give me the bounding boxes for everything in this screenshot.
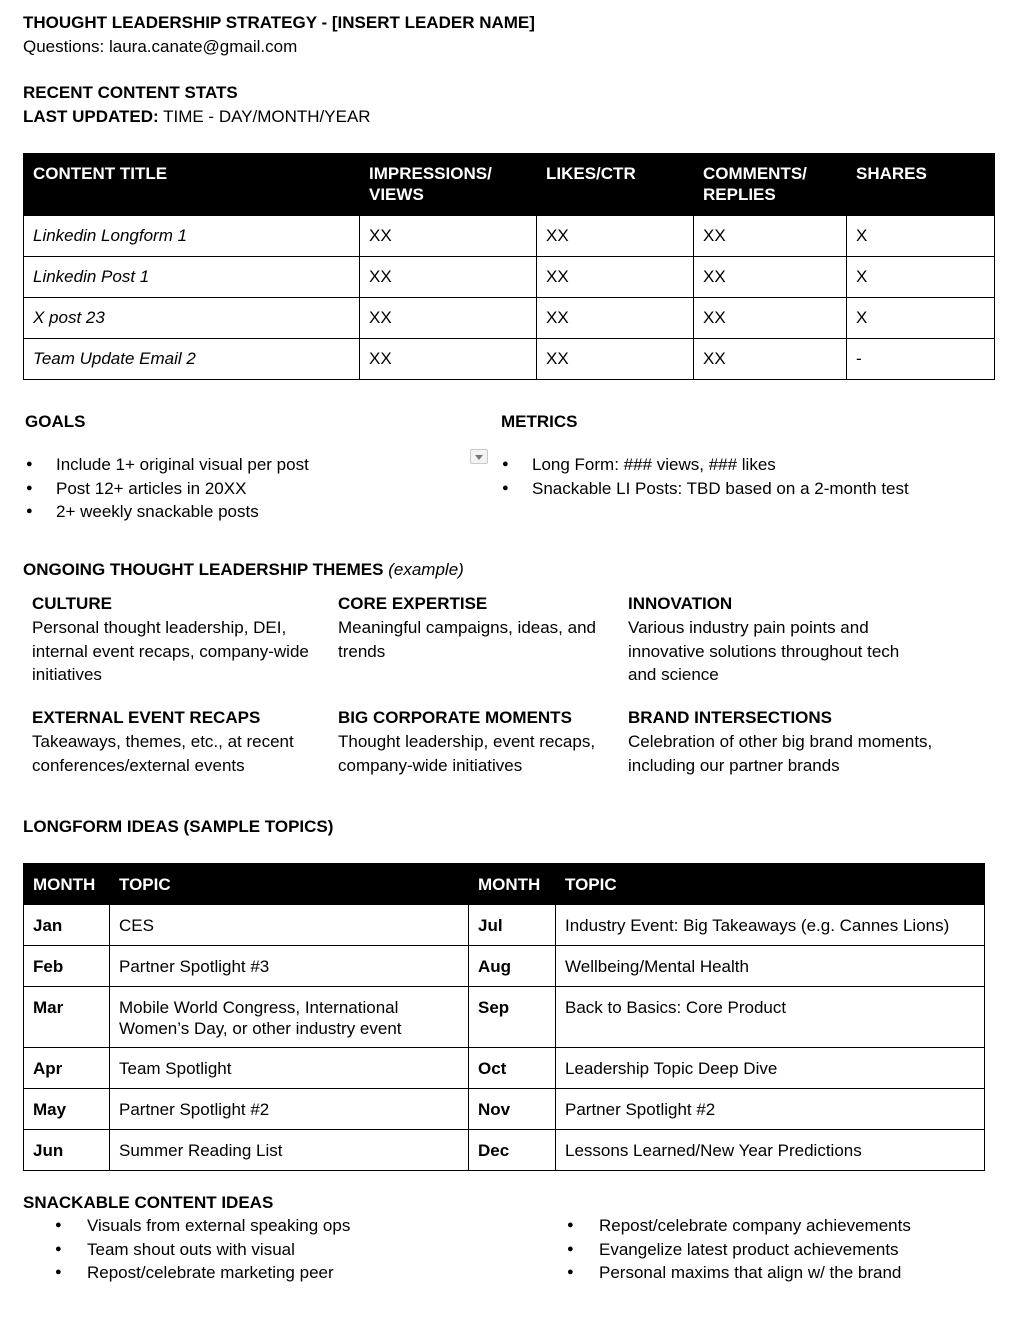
cell-shares: X: [847, 298, 995, 339]
cell-topic: Leadership Topic Deep Dive: [556, 1048, 985, 1089]
list-item: ● Team shout outs with visual: [55, 1238, 350, 1262]
cell-impressions: XX: [360, 257, 537, 298]
theme-title: CORE EXPERTISE: [338, 594, 488, 613]
cell-topic: Industry Event: Big Takeaways (e.g. Cannes Lions): [556, 905, 985, 946]
cell-likes: XX: [537, 298, 694, 339]
table-header-row: [24, 864, 985, 905]
cell-content-title: Team Update Email 2: [24, 339, 360, 380]
snackable-list-right: [567, 1214, 911, 1285]
page-title: THOUGHT LEADERSHIP STRATEGY - [INSERT LEADER NAME]: [23, 13, 535, 32]
theme-description: Meaningful campaigns, ideas, and trends: [338, 618, 596, 661]
themes-heading-text: ONGOING THOUGHT LEADERSHIP THEMES: [23, 560, 384, 579]
longform-table: [23, 863, 985, 1171]
cell-comments: XX: [694, 298, 847, 339]
cell-month: Mar: [24, 987, 110, 1048]
theme-title: EXTERNAL EVENT RECAPS: [32, 708, 261, 727]
cell-topic: Partner Spotlight #2: [110, 1089, 469, 1130]
stats-heading: RECENT CONTENT STATS: [23, 83, 238, 102]
cell-likes: XX: [537, 257, 694, 298]
cell-comments: XX: [694, 216, 847, 257]
cell-month: Apr: [24, 1048, 110, 1089]
cell-topic: Mobile World Congress, International Women’s Day, or other industry event: [110, 987, 469, 1048]
theme-description: Various industry pain points and innovative solutions throughout tech and science: [628, 618, 900, 684]
theme-block: [338, 592, 620, 663]
theme-block: [628, 706, 948, 777]
snackable-list-left: [55, 1214, 350, 1285]
cell-month: May: [24, 1089, 110, 1130]
last-updated-value: TIME - DAY/MONTH/YEAR: [158, 107, 371, 126]
cell-likes: XX: [537, 339, 694, 380]
table-row: [24, 905, 985, 946]
last-updated-label: LAST UPDATED:: [23, 107, 159, 126]
cell-topic: Wellbeing/Mental Health: [556, 946, 985, 987]
cell-impressions: XX: [360, 216, 537, 257]
theme-description: Takeaways, themes, etc., at recent conferences/external events: [32, 732, 294, 775]
theme-block: [628, 592, 928, 687]
cell-month: Nov: [469, 1089, 556, 1130]
list-item: ● 2+ weekly snackable posts: [23, 500, 309, 524]
cell-shares: X: [847, 216, 995, 257]
table-row: [24, 298, 995, 339]
cell-content-title: Linkedin Post 1: [24, 257, 360, 298]
column-header: IMPRESSIONS/ VIEWS: [360, 154, 537, 216]
list-item: ● Long Form: ### views, ### likes: [499, 453, 909, 477]
cell-topic: Team Spotlight: [110, 1048, 469, 1089]
column-header: TOPIC: [556, 864, 985, 905]
cell-month: Sep: [469, 987, 556, 1048]
column-header: COMMENTS/ REPLIES: [694, 154, 847, 216]
theme-title: BRAND INTERSECTIONS: [628, 708, 833, 727]
table-row: [24, 1089, 985, 1130]
cell-impressions: XX: [360, 339, 537, 380]
theme-block: [32, 706, 322, 777]
theme-description: Thought leadership, event recaps, company-wide initiatives: [338, 732, 596, 775]
snackable-heading: SNACKABLE CONTENT IDEAS: [23, 1193, 274, 1212]
list-item: ● Visuals from external speaking ops: [55, 1214, 350, 1238]
cell-shares: -: [847, 339, 995, 380]
table-row: [24, 339, 995, 380]
table-row: [24, 1130, 985, 1171]
theme-description: Celebration of other big brand moments, including our partner brands: [628, 732, 933, 775]
cell-topic: Partner Spotlight #3: [110, 946, 469, 987]
cell-comments: XX: [694, 339, 847, 380]
cell-likes: XX: [537, 216, 694, 257]
table-row: [24, 1048, 985, 1089]
list-item: ● Snackable LI Posts: TBD based on a 2-month test: [499, 477, 909, 501]
theme-title: CULTURE: [32, 594, 112, 613]
cell-impressions: XX: [360, 298, 537, 339]
cell-month: Jun: [24, 1130, 110, 1171]
column-header: MONTH: [469, 864, 556, 905]
column-header: SHARES: [847, 154, 995, 216]
theme-block: [32, 592, 322, 687]
cell-month: Oct: [469, 1048, 556, 1089]
cell-topic: Summer Reading List: [110, 1130, 469, 1171]
cell-shares: X: [847, 257, 995, 298]
list-item: ● Repost/celebrate marketing peer: [55, 1261, 350, 1285]
goals-heading: GOALS: [25, 412, 86, 431]
last-updated: [23, 105, 371, 128]
cell-month: Feb: [24, 946, 110, 987]
cell-topic: Partner Spotlight #2: [556, 1089, 985, 1130]
metrics-heading: METRICS: [501, 412, 578, 431]
cell-month: Jul: [469, 905, 556, 946]
themes-heading-note: (example): [388, 560, 464, 579]
theme-title: INNOVATION: [628, 594, 733, 613]
cell-content-title: Linkedin Longform 1: [24, 216, 360, 257]
table-row: [24, 987, 985, 1048]
metrics-list: [499, 453, 909, 500]
longform-heading: LONGFORM IDEAS (SAMPLE TOPICS): [23, 817, 334, 836]
content-stats-table: [23, 153, 995, 380]
table-row: [24, 216, 995, 257]
theme-block: [338, 706, 620, 777]
column-header: CONTENT TITLE: [24, 154, 360, 216]
cell-content-title: X post 23: [24, 298, 360, 339]
cell-month: Jan: [24, 905, 110, 946]
column-header: TOPIC: [110, 864, 469, 905]
theme-title: BIG CORPORATE MOMENTS: [338, 708, 572, 727]
theme-description: Personal thought leadership, DEI, internal event recaps, company-wide initiatives: [32, 618, 309, 684]
cell-topic: CES: [110, 905, 469, 946]
table-header-row: [24, 154, 995, 216]
dropdown-arrow-button[interactable]: [470, 449, 488, 464]
list-item: ● Personal maxims that align w/ the brand: [567, 1261, 911, 1285]
column-header: LIKES/CTR: [537, 154, 694, 216]
goals-list: [23, 453, 309, 524]
list-item: ● Post 12+ articles in 20XX: [23, 477, 309, 501]
table-row: [24, 946, 985, 987]
cell-month: Aug: [469, 946, 556, 987]
list-item: ● Include 1+ original visual per post: [23, 453, 309, 477]
cell-comments: XX: [694, 257, 847, 298]
cell-topic: Lessons Learned/New Year Predictions: [556, 1130, 985, 1171]
list-item: ● Evangelize latest product achievements: [567, 1238, 911, 1262]
table-row: [24, 257, 995, 298]
themes-heading: [23, 558, 464, 581]
cell-topic: Back to Basics: Core Product: [556, 987, 985, 1048]
cell-month: Dec: [469, 1130, 556, 1171]
list-item: ● Repost/celebrate company achievements: [567, 1214, 911, 1238]
contact-line: Questions: laura.canate@gmail.com: [23, 37, 298, 56]
column-header: MONTH: [24, 864, 110, 905]
